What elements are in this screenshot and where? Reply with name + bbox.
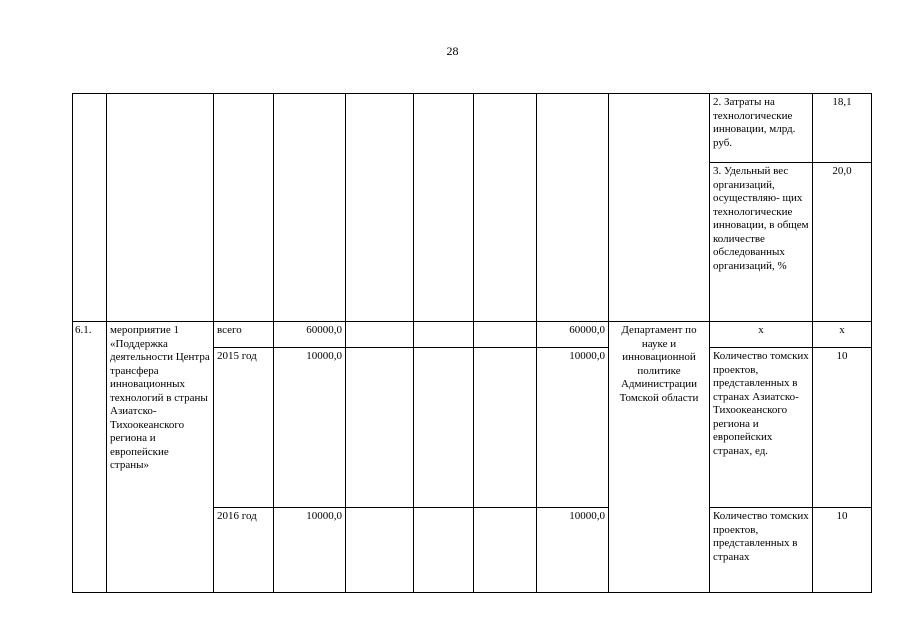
table-row	[73, 94, 872, 163]
period-cell: всего	[214, 322, 274, 348]
cell-col7	[537, 94, 609, 322]
col7-cell: 10000,0	[537, 348, 609, 508]
cell-period	[214, 94, 274, 322]
measure-number: 6.1.	[73, 322, 107, 593]
page-number: 28	[446, 44, 459, 58]
cell-executor	[609, 94, 710, 322]
indicator-value-cell: 18,1	[813, 94, 872, 163]
period-cell: 2016 год	[214, 508, 274, 593]
col6-cell	[474, 508, 537, 593]
cell-col5	[414, 94, 474, 322]
col5-cell	[414, 508, 474, 593]
col5-cell	[414, 322, 474, 348]
measure-name: мероприятие 1 «Поддержка деятельности Центра трансфера инновационных технологий в страны Азиатско-Тихоокеанского региона и европейские страны»	[107, 322, 214, 593]
program-table	[72, 93, 872, 593]
total-cell: 10000,0	[274, 348, 346, 508]
col4-cell	[346, 322, 414, 348]
col4-cell	[346, 508, 414, 593]
col4-cell	[346, 348, 414, 508]
indicator-value-cell: 10	[813, 508, 872, 593]
executor-cell: Департамент по науке и инновационной политике Администрации Томской области	[609, 322, 710, 593]
col7-cell: 60000,0	[537, 322, 609, 348]
indicator-value-cell: 10	[813, 348, 872, 508]
cell-col6	[474, 94, 537, 322]
cell-col4	[346, 94, 414, 322]
indicator-value-cell: х	[813, 322, 872, 348]
indicator-value-cell: 20,0	[813, 163, 872, 322]
cell-total	[274, 94, 346, 322]
indicator-name-cell: Количество томских проектов, представленных в странах	[710, 508, 813, 593]
cell-number	[73, 94, 107, 322]
period-cell: 2015 год	[214, 348, 274, 508]
cell-measure-name	[107, 94, 214, 322]
indicator-name-cell: Количество томских проектов, представленных в странах Азиатско-Тихоокеанского региона и европейских странах, ед.	[710, 348, 813, 508]
table-row	[73, 322, 872, 348]
col6-cell	[474, 348, 537, 508]
indicator-name-cell: 3. Удельный вес организаций, осуществляю- щих технологические инновации, в общем количестве обследованных организаций, %	[710, 163, 813, 322]
col6-cell	[474, 322, 537, 348]
col7-cell: 10000,0	[537, 508, 609, 593]
indicator-name-cell: 2. Затраты на технологические инновации, млрд. руб.	[710, 94, 813, 163]
total-cell: 60000,0	[274, 322, 346, 348]
total-cell: 10000,0	[274, 508, 346, 593]
indicator-name-cell: х	[710, 322, 813, 348]
col5-cell	[414, 348, 474, 508]
